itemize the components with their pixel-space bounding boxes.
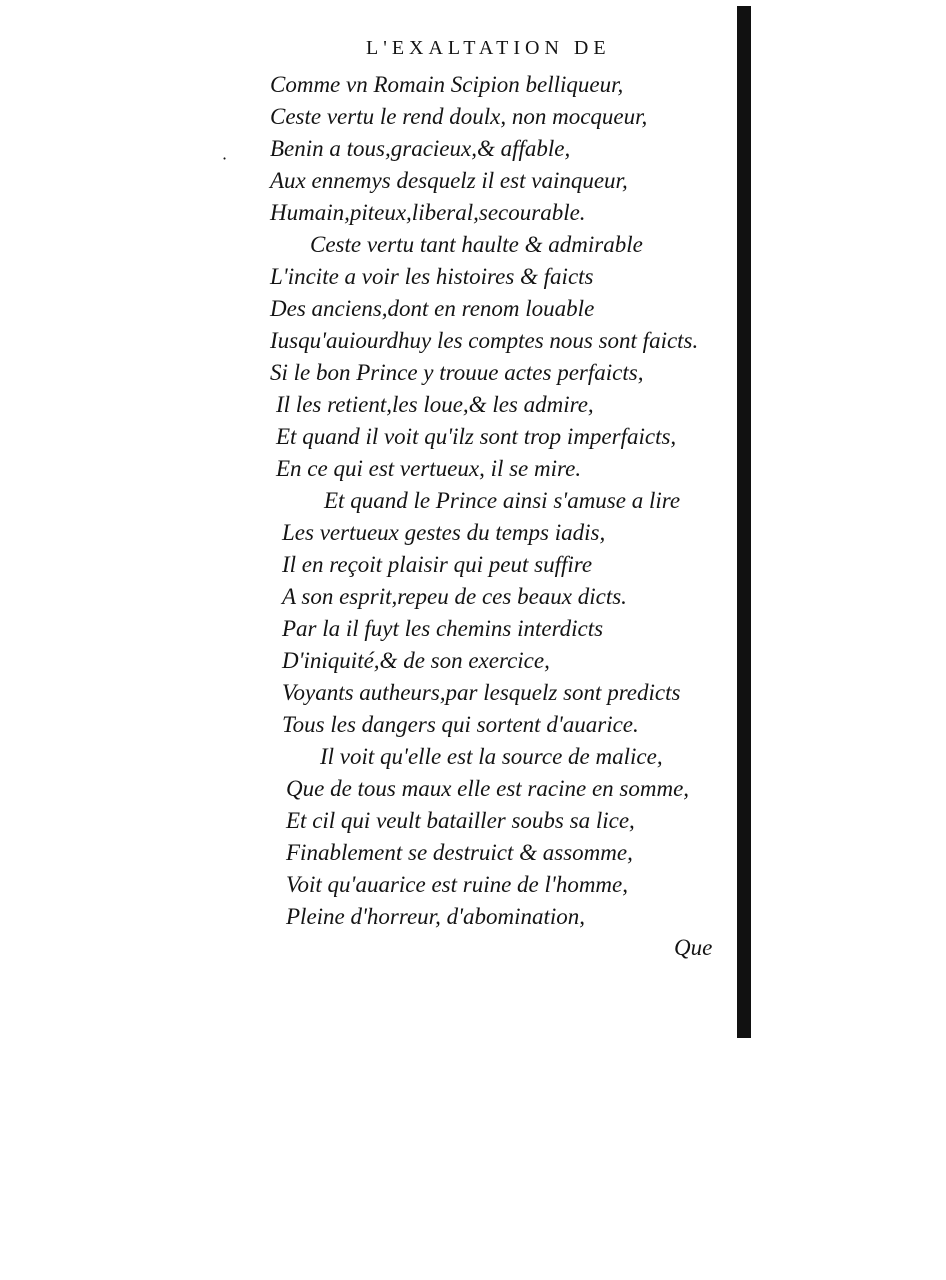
verse-line: D'iniquité,& de son exercice, [282, 648, 550, 673]
verse-line: Ceste vertu le rend doulx, non mocqueur, [270, 104, 648, 129]
verse-line: Finablement se destruict & assomme, [286, 840, 633, 865]
verse-line: Benin a tous,gracieux,& affable, [270, 136, 571, 161]
verse-line: Et quand le Prince ainsi s'amuse a lire [324, 488, 681, 513]
verse-line: Les vertueux gestes du temps iadis, [282, 520, 606, 545]
verse-line: Iusqu'auiourdhuy les comptes nous sont faicts. [270, 328, 699, 353]
verse-line: Humain,piteux,liberal,secourable. [270, 200, 586, 225]
verse-line: Et quand il voit qu'ilz sont trop imperfaicts, [276, 424, 677, 449]
verse-line: Voit qu'auarice est ruine de l'homme, [286, 872, 629, 897]
verse-line: Ceste vertu tant haulte & admirable [310, 232, 643, 257]
verse-line: En ce qui est vertueux, il se mire. [276, 456, 582, 481]
verse-line: Des anciens,dont en renom louable [270, 296, 595, 321]
verse-line: Aux ennemys desquelz il est vainqueur, [270, 168, 628, 193]
stray-ink-mark: · [222, 149, 228, 168]
verse-line: Et cil qui veult batailler soubs sa lice, [286, 808, 635, 833]
verse-block [270, 69, 730, 933]
verse-line: L'incite a voir les histoires & faicts [270, 264, 594, 289]
verse-line: Il voit qu'elle est la source de malice, [320, 744, 663, 769]
running-head: L'EXALTATION DE [366, 37, 611, 59]
verse-line: Il les retient,les loue,& les admire, [276, 392, 594, 417]
verse-line: A son esprit,repeu de ces beaux dicts. [282, 584, 627, 609]
catchword: Que [674, 935, 713, 960]
verse-line: Tous les dangers qui sortent d'auarice. [282, 712, 639, 737]
verse-line: Voyants autheurs,par lesquelz sont predicts [282, 680, 681, 705]
verse-line: Que de tous maux elle est racine en somme, [286, 776, 690, 801]
verse-line: Il en reçoit plaisir qui peut suffire [282, 552, 593, 577]
binding-gutter-shadow [737, 6, 751, 1038]
verse-line: Par la il fuyt les chemins interdicts [282, 616, 604, 641]
verse-line: Pleine d'horreur, d'abomination, [286, 904, 586, 929]
verse-line: Comme vn Romain Scipion belliqueur, [270, 72, 624, 97]
verse-line: Si le bon Prince y trouue actes perfaicts, [270, 360, 644, 385]
